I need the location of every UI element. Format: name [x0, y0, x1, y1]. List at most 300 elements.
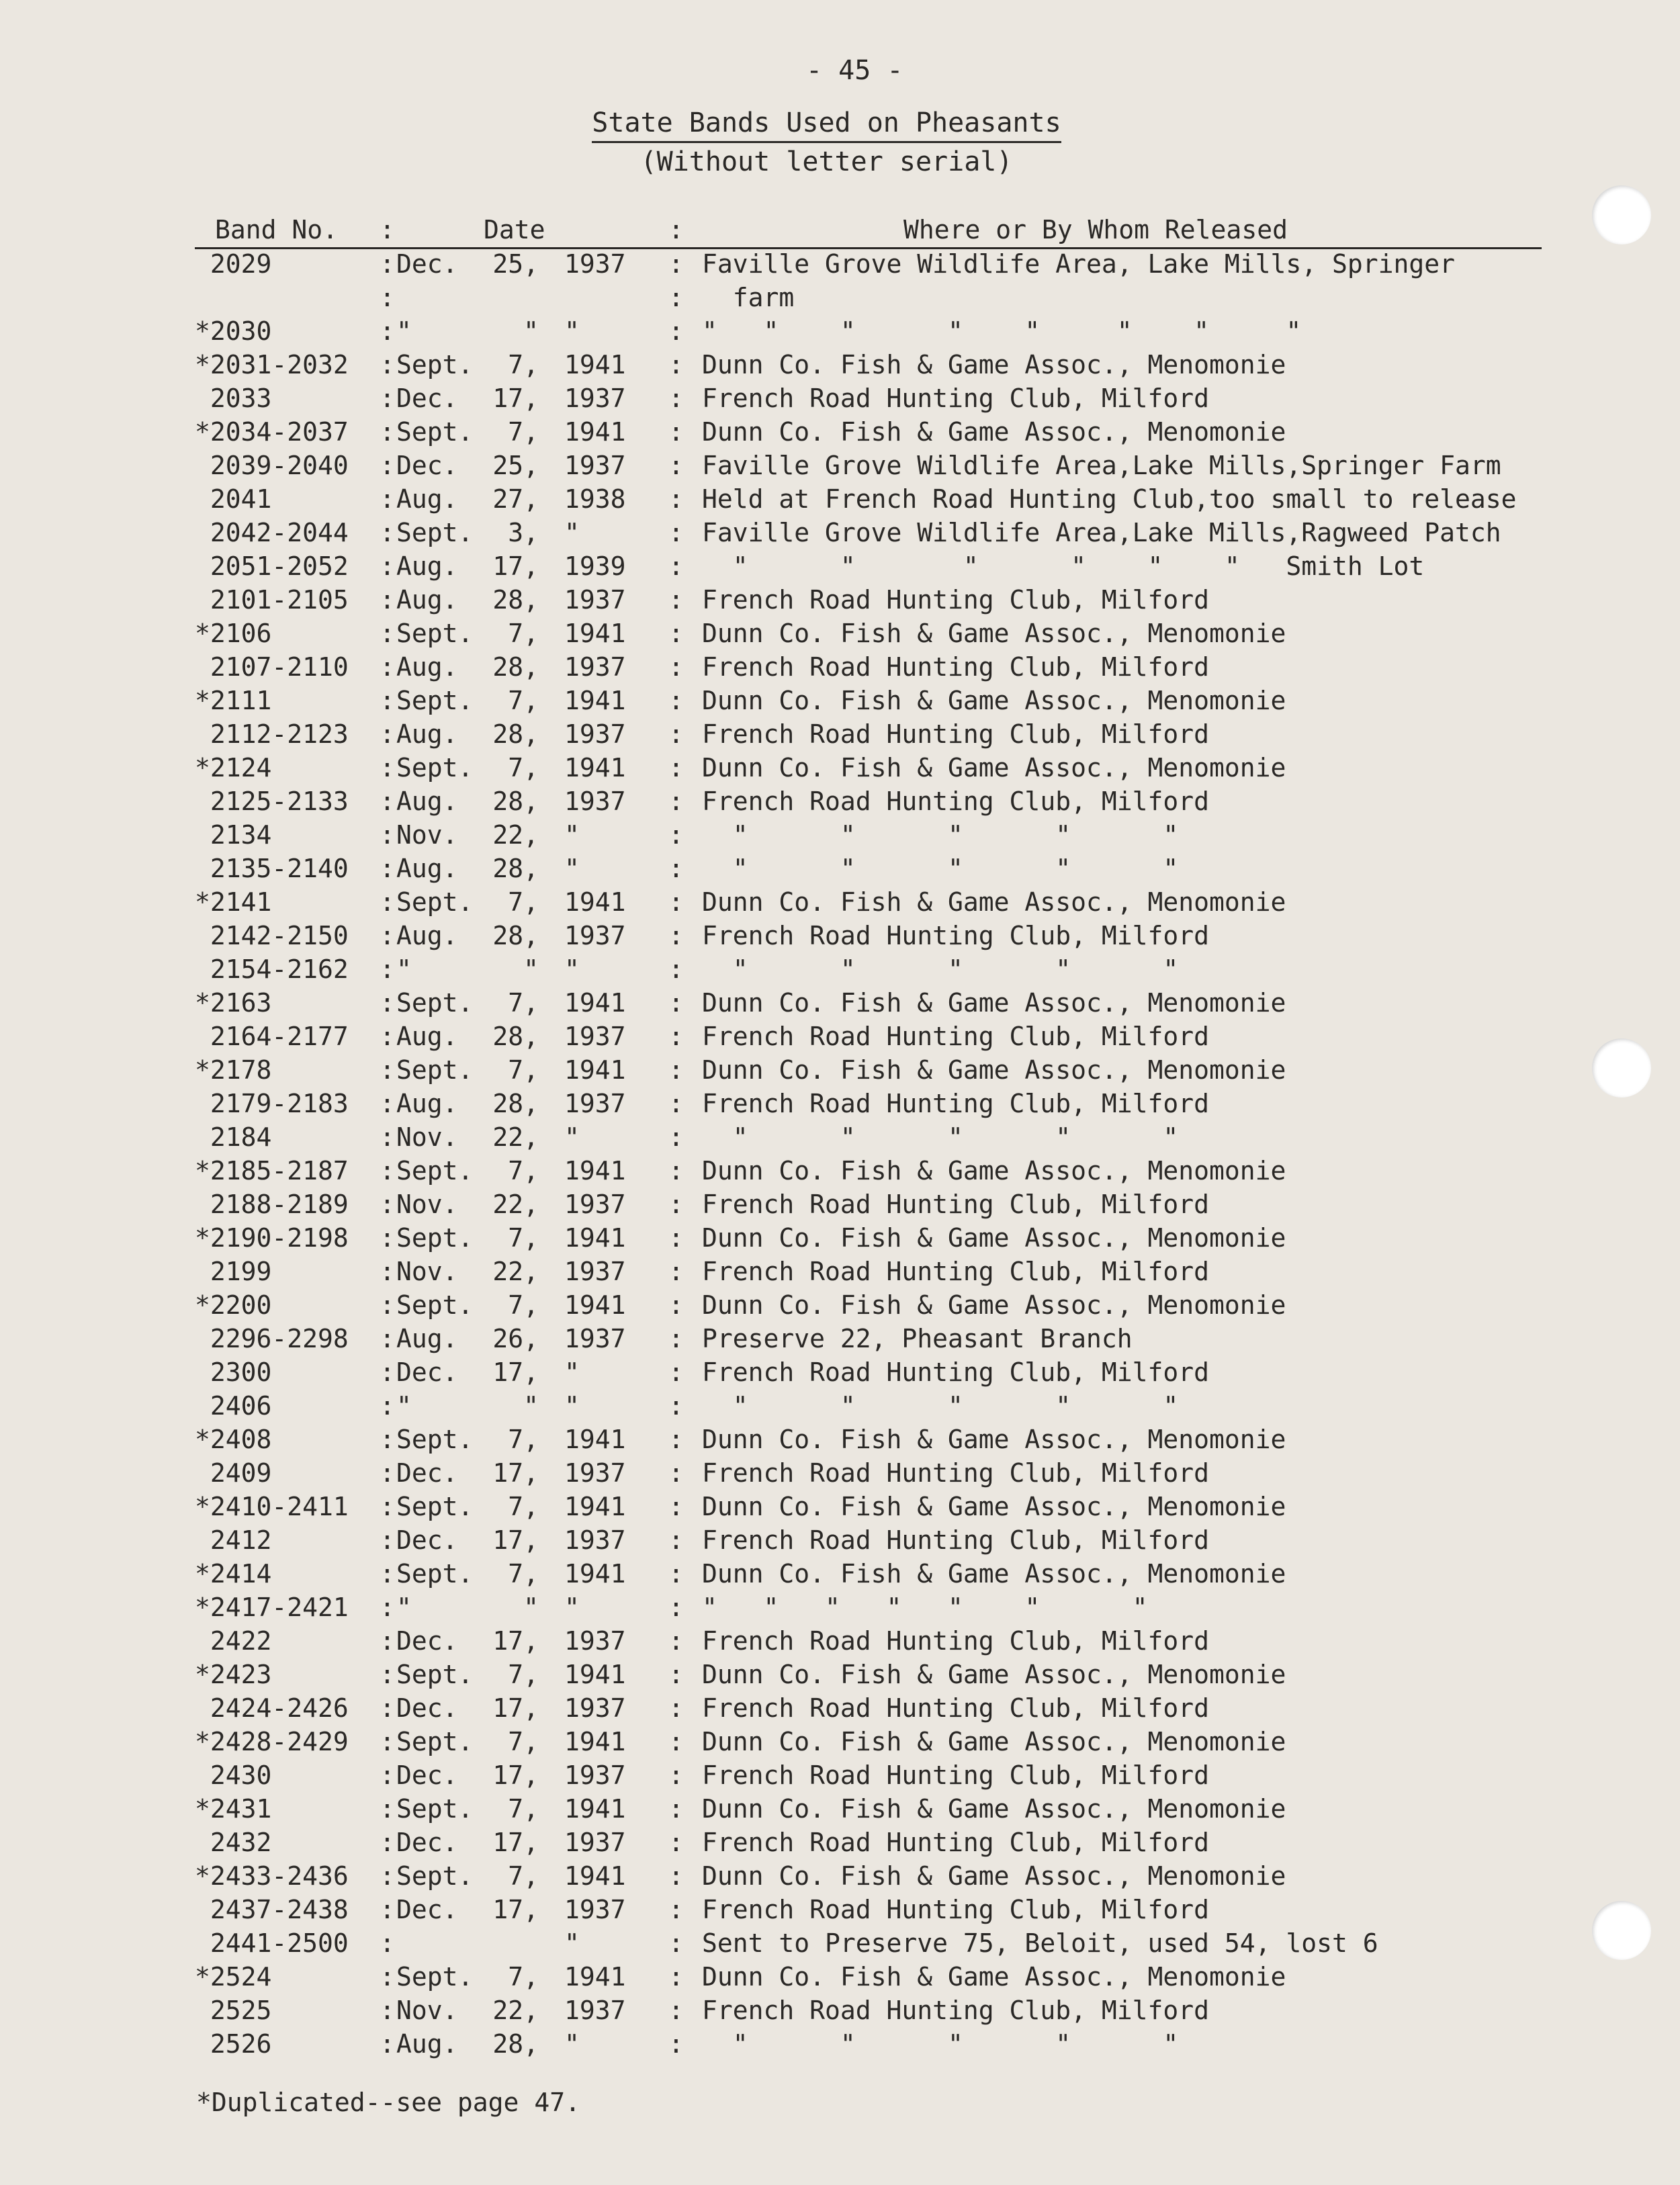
table-row	[0, 650, 1680, 684]
date-day: 7,	[508, 1794, 539, 1824]
date-year: "	[564, 854, 580, 883]
band-number: 2042-2044	[195, 518, 349, 547]
date-day: 22,	[492, 1122, 539, 1152]
date-year: 1937	[564, 1089, 626, 1118]
date-month: Sept.	[396, 1425, 474, 1454]
date-year: 1941	[564, 1660, 626, 1689]
table-row	[0, 852, 1680, 885]
date-month: Sept.	[396, 988, 474, 1018]
band-number: 2029	[195, 249, 272, 279]
band-number: 2441-2500	[195, 1928, 349, 1958]
table-row	[0, 1557, 1680, 1591]
date-year: 1941	[564, 1861, 626, 1891]
band-number: *2031-2032	[195, 350, 349, 380]
separator: :	[380, 854, 395, 883]
date-year: 1937	[564, 1693, 626, 1723]
release-location: Dunn Co. Fish & Game Assoc., Menomonie	[702, 1055, 1286, 1085]
separator: :	[668, 1492, 684, 1521]
separator: :	[668, 1122, 684, 1152]
date-month: Dec.	[396, 1895, 458, 1924]
band-number: *2034-2037	[195, 417, 349, 447]
date-year: 1937	[564, 585, 626, 615]
date-year: 1937	[564, 1996, 626, 2025]
release-location: Dunn Co. Fish & Game Assoc., Menomonie	[702, 1962, 1286, 1992]
band-number: 2154-2162	[195, 954, 349, 984]
date-day: 22,	[492, 1190, 539, 1219]
release-location: French Road Hunting Club, Milford	[702, 1190, 1209, 1219]
release-location: Dunn Co. Fish & Game Assoc., Menomonie	[702, 1492, 1286, 1521]
table-row	[0, 1456, 1680, 1490]
date-month: Sept.	[396, 1156, 474, 1186]
date-day: 28,	[492, 787, 539, 816]
band-number: 2422	[195, 1626, 272, 1656]
date-year: 1941	[564, 350, 626, 380]
punch-hole	[1592, 1901, 1651, 1960]
separator: :	[380, 1861, 395, 1891]
separator: :	[380, 2029, 395, 2059]
release-location: " " " " "	[702, 2029, 1179, 2059]
release-location: Dunn Co. Fish & Game Assoc., Menomonie	[702, 1727, 1286, 1756]
separator: :	[668, 719, 684, 749]
header-band-no: Band No.	[215, 215, 339, 244]
separator: :	[380, 719, 395, 749]
table-row	[0, 919, 1680, 952]
date-month: Aug.	[396, 2029, 458, 2059]
date-day: 7,	[508, 1425, 539, 1454]
separator: :	[380, 1962, 395, 1992]
separator: :	[668, 1861, 684, 1891]
table-row	[0, 1826, 1680, 1859]
date-month: Dec.	[396, 249, 458, 279]
release-location: Dunn Co. Fish & Game Assoc., Menomonie	[702, 350, 1286, 380]
release-location: " " " " "	[702, 1122, 1179, 1152]
date-month: Sept.	[396, 1290, 474, 1320]
date-year: 1941	[564, 1425, 626, 1454]
separator: :	[380, 753, 395, 783]
date-month: Sept.	[396, 1794, 474, 1824]
date-month: Aug.	[396, 551, 458, 581]
band-number: 2432	[195, 1828, 272, 1857]
table-row	[0, 1255, 1680, 1288]
separator: :	[380, 585, 395, 615]
date-month: Sept.	[396, 1055, 474, 1085]
date-day: 28,	[492, 854, 539, 883]
header-sep-1: :	[380, 215, 395, 244]
release-location: French Road Hunting Club, Milford	[702, 1458, 1209, 1488]
date-month: Nov.	[396, 1122, 458, 1152]
table-body	[0, 247, 1680, 2061]
band-number: *2178	[195, 1055, 272, 1085]
release-location: French Road Hunting Club, Milford	[702, 384, 1209, 413]
band-number: 2179-2183	[195, 1089, 349, 1118]
date-year: 1937	[564, 1626, 626, 1656]
table-row	[0, 1859, 1680, 1893]
separator: :	[668, 1357, 684, 1387]
release-location: French Road Hunting Club, Milford	[702, 1089, 1209, 1118]
date-day: 26,	[492, 1324, 539, 1353]
separator: :	[380, 1996, 395, 2025]
separator: :	[380, 1391, 395, 1421]
date-year: "	[564, 518, 580, 547]
date-year: 1937	[564, 921, 626, 950]
date-year: "	[564, 1928, 580, 1958]
table-row	[0, 1053, 1680, 1087]
table-header	[195, 214, 1542, 249]
release-location: French Road Hunting Club, Milford	[702, 1525, 1209, 1555]
table-row	[0, 281, 1680, 314]
separator: :	[380, 350, 395, 380]
table-row	[0, 1591, 1680, 1624]
separator: :	[668, 820, 684, 850]
date-year: "	[564, 1391, 580, 1421]
release-location: farm	[702, 283, 795, 312]
date-month: Sept.	[396, 1727, 474, 1756]
release-location: French Road Hunting Club, Milford	[702, 1760, 1209, 1790]
date-day: 17,	[492, 1525, 539, 1555]
release-location: French Road Hunting Club, Milford	[702, 585, 1209, 615]
release-location: " " " " "	[702, 820, 1179, 850]
separator: :	[668, 1928, 684, 1958]
band-number: 2296-2298	[195, 1324, 349, 1353]
date-day: 28,	[492, 719, 539, 749]
date-month: Dec.	[396, 451, 458, 480]
date-day: 22,	[492, 820, 539, 850]
band-number: *2163	[195, 988, 272, 1018]
separator: :	[668, 1391, 684, 1421]
band-number: 2041	[195, 484, 272, 514]
release-location: French Road Hunting Club, Milford	[702, 1828, 1209, 1857]
release-location: Dunn Co. Fish & Game Assoc., Menomonie	[702, 1425, 1286, 1454]
separator: :	[380, 1928, 395, 1958]
band-number: *2431	[195, 1794, 272, 1824]
separator: :	[380, 1257, 395, 1286]
date-month: Dec.	[396, 384, 458, 413]
separator: :	[668, 1290, 684, 1320]
table-row	[0, 1658, 1680, 1691]
release-location: " " " " " " "	[702, 1593, 1148, 1622]
band-number: 2033	[195, 384, 272, 413]
separator: :	[668, 1257, 684, 1286]
date-day: "	[523, 954, 539, 984]
table-row	[0, 1994, 1680, 2027]
band-number: *2106	[195, 619, 272, 648]
band-number: 2199	[195, 1257, 272, 1286]
band-number: 2188-2189	[195, 1190, 349, 1219]
date-year: 1937	[564, 719, 626, 749]
band-number: 2430	[195, 1760, 272, 1790]
separator: :	[380, 1190, 395, 1219]
table-row	[0, 1288, 1680, 1322]
date-year: "	[564, 820, 580, 850]
separator: :	[380, 283, 395, 312]
separator: :	[668, 1962, 684, 1992]
date-month: Nov.	[396, 820, 458, 850]
release-location: Sent to Preserve 75, Beloit, used 54, lost 6	[702, 1928, 1378, 1958]
release-location: " " " " " " Smith Lot	[702, 551, 1425, 581]
release-location: French Road Hunting Club, Milford	[702, 1996, 1209, 2025]
separator: :	[668, 1593, 684, 1622]
date-month: Nov.	[396, 1996, 458, 2025]
separator: :	[668, 1626, 684, 1656]
band-number: 2164-2177	[195, 1022, 349, 1051]
release-location: " " " " " " " "	[702, 316, 1302, 346]
date-month: Sept.	[396, 1861, 474, 1891]
table-row	[0, 482, 1680, 516]
date-day: 17,	[492, 1626, 539, 1656]
separator: :	[668, 1895, 684, 1924]
date-month: Aug.	[396, 921, 458, 950]
band-number: *2423	[195, 1660, 272, 1689]
date-month: Nov.	[396, 1190, 458, 1219]
date-month: "	[396, 316, 412, 346]
release-location: Dunn Co. Fish & Game Assoc., Menomonie	[702, 619, 1286, 648]
separator: :	[668, 417, 684, 447]
date-day: 7,	[508, 686, 539, 715]
separator: :	[668, 1794, 684, 1824]
punch-hole	[1592, 1038, 1651, 1098]
table-row	[0, 348, 1680, 382]
release-location: " " " " "	[702, 1391, 1179, 1421]
date-month: Aug.	[396, 585, 458, 615]
date-day: 17,	[492, 384, 539, 413]
date-year: "	[564, 1357, 580, 1387]
table-row	[0, 1423, 1680, 1456]
table-row	[0, 1389, 1680, 1423]
band-number: *2524	[195, 1962, 272, 1992]
separator: :	[380, 1626, 395, 1656]
release-location: French Road Hunting Club, Milford	[702, 1693, 1209, 1723]
band-number: 2526	[195, 2029, 272, 2059]
date-year: "	[564, 2029, 580, 2059]
band-number: *2433-2436	[195, 1861, 349, 1891]
date-month: "	[396, 1593, 412, 1622]
date-month: Dec.	[396, 1357, 458, 1387]
band-number: 2300	[195, 1357, 272, 1387]
date-year: 1937	[564, 249, 626, 279]
date-month: Dec.	[396, 1828, 458, 1857]
separator: :	[380, 988, 395, 1018]
separator: :	[668, 1223, 684, 1253]
separator: :	[668, 585, 684, 615]
band-number: *2030	[195, 316, 272, 346]
band-number: 2412	[195, 1525, 272, 1555]
band-number: *2141	[195, 887, 272, 917]
date-year: 1937	[564, 652, 626, 682]
date-month: Dec.	[396, 1693, 458, 1723]
date-year: 1941	[564, 1055, 626, 1085]
band-number: *2111	[195, 686, 272, 715]
separator: :	[668, 1693, 684, 1723]
date-month: Aug.	[396, 787, 458, 816]
table-row	[0, 1490, 1680, 1523]
separator: :	[668, 887, 684, 917]
table-row	[0, 247, 1680, 281]
separator: :	[668, 1727, 684, 1756]
date-year: 1941	[564, 417, 626, 447]
release-location: Dunn Co. Fish & Game Assoc., Menomonie	[702, 417, 1286, 447]
header-sep-2: :	[668, 215, 684, 244]
date-day: 28,	[492, 1089, 539, 1118]
date-month: Sept.	[396, 1223, 474, 1253]
date-month: Aug.	[396, 1324, 458, 1353]
date-month: Sept.	[396, 1962, 474, 1992]
date-day: 28,	[492, 652, 539, 682]
table-row	[0, 449, 1680, 482]
date-day: 7,	[508, 1559, 539, 1589]
date-day: 7,	[508, 1156, 539, 1186]
separator: :	[380, 1559, 395, 1589]
separator: :	[668, 921, 684, 950]
date-day: 17,	[492, 1357, 539, 1387]
release-location: Dunn Co. Fish & Game Assoc., Menomonie	[702, 753, 1286, 783]
release-location: Dunn Co. Fish & Game Assoc., Menomonie	[702, 887, 1286, 917]
date-day: 7,	[508, 1290, 539, 1320]
date-month: "	[396, 954, 412, 984]
date-month: Sept.	[396, 887, 474, 917]
separator: :	[668, 1660, 684, 1689]
band-number: 2134	[195, 820, 272, 850]
table-row	[0, 1087, 1680, 1120]
separator: :	[380, 384, 395, 413]
date-year: 1937	[564, 787, 626, 816]
separator: :	[380, 1425, 395, 1454]
separator: :	[380, 1055, 395, 1085]
date-year: 1937	[564, 1895, 626, 1924]
release-location: French Road Hunting Club, Milford	[702, 921, 1209, 950]
table-row	[0, 986, 1680, 1020]
table-row	[0, 2027, 1680, 2061]
separator: :	[380, 417, 395, 447]
release-location: Dunn Co. Fish & Game Assoc., Menomonie	[702, 686, 1286, 715]
band-number: 2525	[195, 1996, 272, 2025]
date-day: 17,	[492, 1895, 539, 1924]
separator: :	[380, 1223, 395, 1253]
release-location: French Road Hunting Club, Milford	[702, 1257, 1209, 1286]
separator: :	[668, 551, 684, 581]
separator: :	[668, 619, 684, 648]
separator: :	[380, 1290, 395, 1320]
date-day: 3,	[508, 518, 539, 547]
date-day: 17,	[492, 1760, 539, 1790]
table-row	[0, 617, 1680, 650]
band-number: *2417-2421	[195, 1593, 349, 1622]
date-year: 1941	[564, 1727, 626, 1756]
date-year: 1941	[564, 1559, 626, 1589]
separator: :	[668, 854, 684, 883]
date-day: 17,	[492, 551, 539, 581]
date-month: Sept.	[396, 686, 474, 715]
date-year: 1937	[564, 1022, 626, 1051]
date-day: 7,	[508, 619, 539, 648]
release-location: Faville Grove Wildlife Area,Lake Mills,Springer Farm	[702, 451, 1501, 480]
date-month: Dec.	[396, 1525, 458, 1555]
table-row	[0, 818, 1680, 852]
date-month: Sept.	[396, 417, 474, 447]
band-number: *2185-2187	[195, 1156, 349, 1186]
separator: :	[380, 1156, 395, 1186]
table-row	[0, 1691, 1680, 1725]
date-day: 28,	[492, 921, 539, 950]
date-year: 1941	[564, 1223, 626, 1253]
band-number: 2437-2438	[195, 1895, 349, 1924]
separator: :	[380, 518, 395, 547]
date-year: 1941	[564, 1156, 626, 1186]
table-row	[0, 1355, 1680, 1389]
separator: :	[380, 551, 395, 581]
date-month: Sept.	[396, 619, 474, 648]
band-number: 2039-2040	[195, 451, 349, 480]
date-month: Aug.	[396, 1022, 458, 1051]
release-location: Dunn Co. Fish & Game Assoc., Menomonie	[702, 1861, 1286, 1891]
separator: :	[668, 1760, 684, 1790]
separator: :	[380, 1828, 395, 1857]
date-day: 17,	[492, 1828, 539, 1857]
date-day: "	[523, 1593, 539, 1622]
table-row	[0, 1221, 1680, 1255]
band-number: 2051-2052	[195, 551, 349, 581]
date-day: 7,	[508, 350, 539, 380]
header-where: Where or By Whom Released	[903, 215, 1288, 244]
date-year: "	[564, 954, 580, 984]
band-number: 2424-2426	[195, 1693, 349, 1723]
band-number: *2410-2411	[195, 1492, 349, 1521]
separator: :	[668, 787, 684, 816]
date-month: Sept.	[396, 753, 474, 783]
table-row	[0, 516, 1680, 549]
separator: :	[668, 1055, 684, 1085]
separator: :	[380, 1357, 395, 1387]
date-day: 7,	[508, 1223, 539, 1253]
table-row	[0, 785, 1680, 818]
date-year: 1937	[564, 451, 626, 480]
separator: :	[380, 1760, 395, 1790]
page-number: - 45 -	[806, 55, 903, 86]
date-day: 7,	[508, 1861, 539, 1891]
date-day: 7,	[508, 1492, 539, 1521]
separator: :	[380, 1895, 395, 1924]
date-year: 1937	[564, 1458, 626, 1488]
table-row	[0, 382, 1680, 415]
separator: :	[380, 1492, 395, 1521]
separator: :	[668, 1525, 684, 1555]
date-month: "	[396, 1391, 412, 1421]
date-year: 1939	[564, 551, 626, 581]
separator: :	[380, 1458, 395, 1488]
footnote: *Duplicated--see page 47.	[196, 2088, 580, 2117]
release-location: French Road Hunting Club, Milford	[702, 787, 1209, 816]
date-month: Aug.	[396, 1089, 458, 1118]
separator: :	[668, 1996, 684, 2025]
separator: :	[668, 1156, 684, 1186]
date-day: "	[523, 316, 539, 346]
date-month: Sept.	[396, 1559, 474, 1589]
separator: :	[380, 249, 395, 279]
separator: :	[380, 1794, 395, 1824]
date-month: Dec.	[396, 1626, 458, 1656]
band-number: 2184	[195, 1122, 272, 1152]
separator: :	[380, 820, 395, 850]
separator: :	[668, 249, 684, 279]
date-year: 1937	[564, 1257, 626, 1286]
date-month: Sept.	[396, 518, 474, 547]
separator: :	[380, 451, 395, 480]
separator: :	[668, 652, 684, 682]
band-number: 2112-2123	[195, 719, 349, 749]
band-number: 2409	[195, 1458, 272, 1488]
release-location: Preserve 22, Pheasant Branch	[702, 1324, 1133, 1353]
table-row	[0, 1120, 1680, 1154]
separator: :	[668, 988, 684, 1018]
